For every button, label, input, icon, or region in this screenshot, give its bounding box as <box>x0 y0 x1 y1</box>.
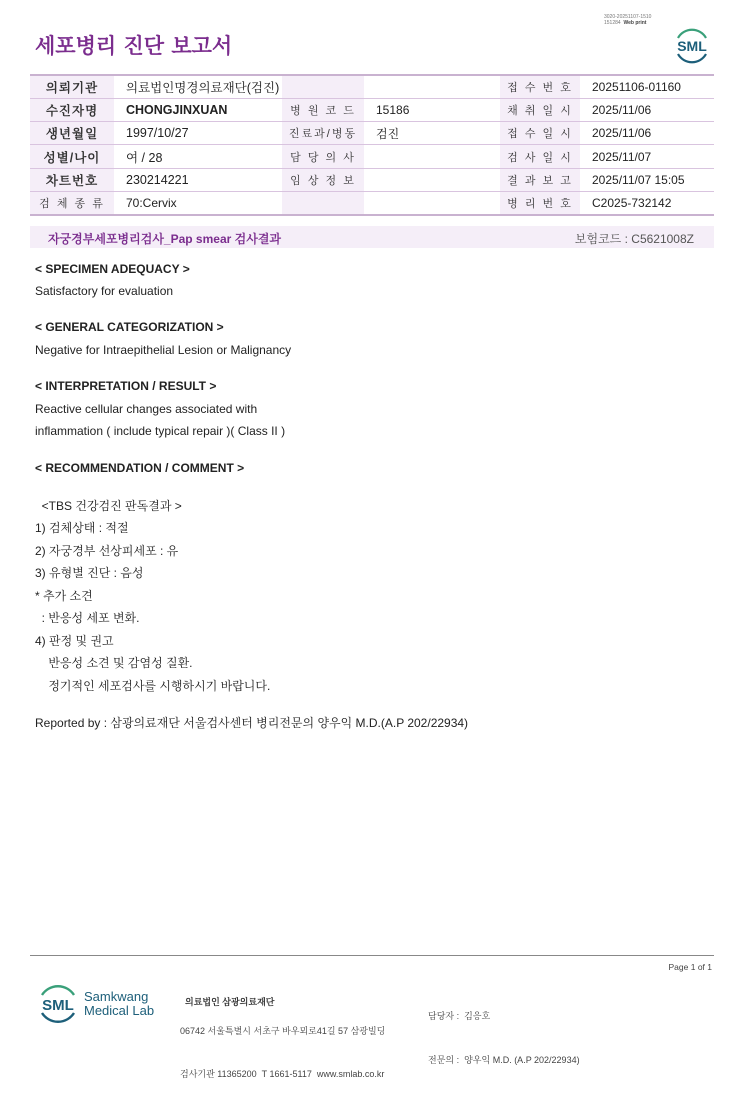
info-label: 병 리 번 호 <box>500 191 580 214</box>
recommendation-line: 2) 자궁경부 선상피세포 : 유 <box>35 544 179 558</box>
info-value: 검진 <box>364 122 500 145</box>
reported-by: Reported by : 삼광의료재단 서울검사센터 병리전문의 양우익 M.D.(A.P 202/22934) <box>35 716 469 730</box>
interpretation-heading: < INTERPRETATION / RESULT > <box>35 379 217 393</box>
recommendation-line: 정기적인 세포검사를 시행하시기 바랍니다. <box>35 679 271 693</box>
info-row <box>30 75 714 98</box>
info-label: 의뢰기관 <box>30 75 114 98</box>
print-code <box>604 14 651 26</box>
org-address: 06742 서울특별시 서초구 바우뫼로41길 57 삼광빌딩 <box>180 1025 386 1036</box>
info-value: 230214221 <box>114 168 282 191</box>
staff-block <box>428 980 580 1082</box>
specialist-label: 전문의 : <box>428 1054 460 1065</box>
interpretation-line2: inflammation ( include typical repair )( Class II ) <box>35 424 286 438</box>
info-row <box>30 122 714 145</box>
info-value: 70:Cervix <box>114 191 282 214</box>
info-value: 2025/11/06 <box>580 98 714 121</box>
info-value: 여 / 28 <box>114 145 282 168</box>
info-label: 병 원 코 드 <box>282 98 364 121</box>
patient-info-table <box>30 74 714 216</box>
organization-block <box>180 980 385 1096</box>
brand-line1: Samkwang <box>84 989 149 1004</box>
test-name: 자궁경부세포병리검사_Pap smear 검사결과 <box>48 232 282 246</box>
info-value <box>364 168 500 191</box>
logo-text: SML <box>677 38 707 54</box>
info-label: 생년월일 <box>30 122 114 145</box>
manager-name: 김응호 <box>464 1011 491 1021</box>
recommendation-line: 4) 판정 및 권고 <box>35 634 114 648</box>
print-code-line2: 151284 <box>604 20 621 26</box>
info-value: 2025/11/07 15:05 <box>580 168 714 191</box>
recommendation-line: 1) 검체상태 : 적절 <box>35 521 129 535</box>
info-row <box>30 168 714 191</box>
info-label: 차트번호 <box>30 168 114 191</box>
brand-line2: Medical Lab <box>84 1003 155 1018</box>
info-label: 임 상 정 보 <box>282 168 364 191</box>
info-value: 1997/10/27 <box>114 122 282 145</box>
info-label: 담 당 의 사 <box>282 145 364 168</box>
print-code-line1: 3020-20251107-1510 <box>604 14 652 20</box>
info-label: 성별/나이 <box>30 145 114 168</box>
org-name: 의료법인 삼광의료재단 <box>185 996 275 1007</box>
manager-label: 담당자 : <box>428 1011 460 1021</box>
adequacy-heading: < SPECIMEN ADEQUACY > <box>35 262 190 276</box>
info-row <box>30 145 714 168</box>
page-number: Page 1 of 1 <box>668 962 712 972</box>
info-label: 검 사 일 시 <box>500 145 580 168</box>
specialist-name: 양우익 M.D. (A.P 202/22934) <box>464 1054 580 1065</box>
info-value <box>364 75 500 98</box>
info-label: 진료과/병동 <box>282 122 364 145</box>
info-value: CHONGJINXUAN <box>114 98 282 121</box>
info-label: 검 체 종 류 <box>30 191 114 214</box>
info-label <box>282 191 364 214</box>
recommendation-line: 반응성 소견 및 감염성 질환. <box>35 656 193 670</box>
test-name-bar <box>30 226 714 248</box>
recommendation-line: : 반응성 세포 변화. <box>35 611 140 625</box>
category-heading: < GENERAL CATEGORIZATION > <box>35 320 224 334</box>
sml-footer-logo-icon <box>36 980 80 1026</box>
info-row <box>30 98 714 121</box>
interpretation-line1: Reactive cellular changes associated with <box>35 402 258 416</box>
info-label: 결 과 보 고 <box>500 168 580 191</box>
recommendation-line: * 추가 소견 <box>35 589 93 603</box>
footer-logo-text: SML <box>42 997 74 1014</box>
adequacy-text: Satisfactory for evaluation <box>35 284 174 298</box>
info-value: 의료법인명경의료재단(검진) <box>114 75 282 98</box>
info-label: 접 수 번 호 <box>500 75 580 98</box>
footer-divider <box>30 955 714 956</box>
info-value: 2025/11/07 <box>580 145 714 168</box>
recommendation-line: 3) 유형별 진단 : 음성 <box>35 566 144 580</box>
insurance-code: 보험코드 : C5621008Z <box>574 232 694 246</box>
sml-logo-icon <box>672 26 712 64</box>
brand-name <box>84 990 154 1018</box>
info-value <box>364 145 500 168</box>
category-text: Negative for Intraepithelial Lesion or Malignancy <box>35 343 292 357</box>
recommendation-heading: < RECOMMENDATION / COMMENT > <box>35 461 245 475</box>
report-title: 세포병리 진단 보고서 <box>35 34 233 58</box>
info-row <box>30 191 714 214</box>
info-value: 20251106-01160 <box>580 75 714 98</box>
info-value: 15186 <box>364 98 500 121</box>
info-value: 2025/11/06 <box>580 122 714 145</box>
recommendation-line: <TBS 건강검진 판독결과 > <box>35 499 182 513</box>
info-label: 채 취 일 시 <box>500 98 580 121</box>
web-print-label: Web print <box>623 20 647 26</box>
info-label <box>282 75 364 98</box>
info-value: C2025-732142 <box>580 191 714 214</box>
info-label: 접 수 일 시 <box>500 122 580 145</box>
info-label: 수진자명 <box>30 98 114 121</box>
info-value <box>364 191 500 214</box>
org-contact: 검사기관 11365200 T 1661-5117 www.smlab.co.kr <box>180 1069 385 1079</box>
